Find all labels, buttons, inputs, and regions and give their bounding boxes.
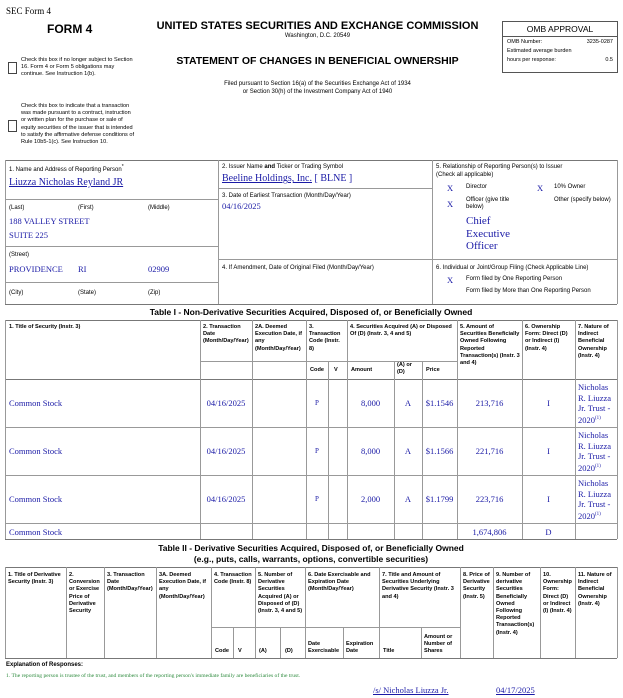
officer-mark[interactable]: X [447, 199, 454, 209]
no-longer-subject-checkbox[interactable] [8, 62, 17, 74]
t1-h2: 2. Transaction Date (Month/Day/Year) [203, 324, 249, 345]
filed-pursuant-1: Filed pursuant to Section 16(a) of the Securities Exchange Act of 1934 [224, 81, 411, 87]
amendment-label: 4. If Amendment, Date of Original Filed (Month/Day/Year) [222, 265, 374, 271]
t1-r3-date: 04/16/2025 [206, 494, 246, 504]
ten-pct-owner-label: 10% Owner [554, 184, 586, 190]
signature-date: 04/17/2025 [496, 685, 535, 695]
t1-r2-nature: Nicholas R. Liuzza Jr. Trust - 2020$^{(1)}$ [578, 430, 612, 473]
filing-label: 6. Individual or Joint/Group Filing (Check Applicable Line) [436, 265, 589, 271]
omb-hours: 0.5 [605, 57, 613, 63]
table1-title: Table I - Non-Derivative Securities Acquired, Disposed of, or Beneficially Owned [149, 307, 473, 317]
t1-r2-code: P [315, 447, 319, 455]
t2-h-d: (D) [285, 648, 293, 654]
issuer-ticker: [ BLNE ] [314, 173, 353, 184]
t1-r2-form: I [547, 446, 550, 456]
t1-r4-title: Common Stock [9, 527, 63, 537]
ten-pct-owner-mark[interactable]: X [537, 183, 544, 193]
middle-label: (Middle) [148, 205, 170, 211]
relationship-label: 5. Relationship of Reporting Person(s) to Issuer [436, 164, 563, 170]
t2-h-exercisable: Date Exercisable [308, 641, 340, 655]
t1-h7: 7. Nature of Indirect Beneficial Ownership (Instr. 4) [578, 324, 609, 359]
one-person-mark[interactable]: X [447, 275, 454, 285]
issuer-label: 2. Issuer Name and Ticker or Trading Symbol [222, 164, 344, 170]
first-label: (First) [78, 205, 94, 211]
more-persons-label: Form filed by More than One Reporting Person [466, 288, 591, 294]
street-label: (Street) [9, 252, 30, 258]
t2-h5: 5. Number of Derivative Securities Acquired (A) or Disposed of (D) (Instr. 3, 4 and 5) [258, 572, 303, 615]
t1-h-code: Code [310, 367, 324, 373]
t1-h-v: V [334, 367, 338, 373]
t1-r2-owned: 221,716 [475, 446, 504, 456]
t1-r4-owned: 1,674,806 [472, 527, 507, 537]
earliest-transaction-label: 3. Date of Earliest Transaction (Month/Day/Year) [222, 193, 351, 199]
t1-h2a: 2A. Deemed Execution Date, if any (Month/Day/Year) [255, 324, 302, 352]
reporting-person-name[interactable]: Liuzza Nicholas Reyland JR [9, 177, 124, 188]
t2-h9: 9. Number of derivative Securities Beneficially Owned Following Reported Transaction(s) (Instr. 4) [496, 572, 535, 636]
state-label: (State) [78, 290, 97, 296]
t1-r2-date: 04/16/2025 [206, 446, 246, 456]
t2-h6: 6. Date Exercisable and Expiration Date (Month/Day/Year) [308, 572, 371, 593]
t2-h10: 10. Ownership Form: Direct (D) or Indirect (I) (Instr. 4) [543, 572, 572, 615]
rule-10b5-checkbox[interactable] [8, 120, 17, 132]
t2-h-v: V [238, 648, 242, 654]
reporting-person-label: 1. Name and Address of Reporting Person* [9, 164, 124, 173]
omb-number-label: OMB Number: [507, 39, 543, 45]
officer-label: Officer (give title below) [466, 197, 510, 211]
t1-r1-date: 04/16/2025 [206, 398, 246, 408]
director-label: Director [466, 184, 488, 190]
other-label: Other (specify below) [554, 197, 611, 203]
t1-h5: 5. Amount of Securities Beneficially Owned Following Reported Transaction(s) (Instr. 3 and 4) [460, 324, 520, 367]
check-box-2-text: Check this box to indicate that a transaction was made pursuant to a contract, instruction or written plan for the purchase or sale of equity securities of the issuer that is intended to satisfy the affirmative defense conditions of Rule 10b5-1(c). See Instruction 10. [21, 103, 135, 146]
t2-h-code: Code [215, 648, 229, 654]
commission-city: Washington, D.C. 20549 [284, 33, 351, 39]
t2-h3: 3. Transaction Date (Month/Day/Year) [107, 572, 153, 593]
omb-title: OMB APPROVAL [503, 22, 617, 37]
omb-burden-label: Estimated average burden [507, 48, 572, 54]
t1-r3-title: Common Stock [9, 494, 63, 504]
t1-h4: 4. Securities Acquired (A) or Disposed Of (D) (Instr. 3, 4 and 5) [350, 324, 452, 338]
t1-h3: 3. Transaction Code (Instr. 8) [309, 324, 341, 352]
t1-r3-ad: A [404, 494, 412, 504]
t1-r3-code: P [315, 495, 319, 503]
check-box-1-text: Check this box if no longer subject to Section 16. Form 4 or Form 5 obligations may continue. See Instruction 1(b). [21, 57, 133, 78]
t2-h-expiration: Expiration Date [346, 641, 374, 655]
t1-h6: 6. Ownership Form: Direct (D) or Indirect (I) (Instr. 4) [525, 324, 568, 352]
t1-r1-price: $1.1546 [425, 398, 454, 408]
t1-r3-amount: 2,000 [360, 494, 381, 504]
filed-pursuant-2: or Section 30(h) of the Investment Company Act of 1940 [242, 89, 393, 95]
t1-r1-title: Common Stock [9, 398, 63, 408]
t1-h1: 1. Title of Security (Instr. 3) [9, 324, 81, 330]
relationship-sub: (Check all applicable) [436, 172, 494, 178]
t2-h-title: Title [383, 648, 395, 654]
t1-r1-amount: 8,000 [360, 398, 381, 408]
t2-h-shares: Amount or Number of Shares [424, 634, 453, 655]
city: PROVIDENCE [9, 264, 63, 274]
t1-r2-amount: 8,000 [360, 446, 381, 456]
doc-label: SEC Form 4 [6, 6, 52, 16]
t1-r3-nature: Nicholas R. Liuzza Jr. Trust - 2020$^{(1)}$ [578, 478, 612, 521]
signature-name: /s/ Nicholas Liuzza Jr. [373, 685, 449, 695]
officer-title: Chief Executive Officer [466, 215, 510, 252]
t1-r2-ad: A [404, 446, 412, 456]
t1-r2-title: Common Stock [9, 446, 63, 456]
omb-box [502, 21, 618, 73]
t2-h1: 1. Title of Derivative Security (Instr. 3) [8, 572, 61, 586]
t1-r1-nature: Nicholas R. Liuzza Jr. Trust - 2020$^{(1)}$ [578, 382, 612, 425]
t1-r3-price: $1.1799 [425, 494, 454, 504]
t1-r1-code: P [315, 399, 319, 407]
t1-r3-form: I [547, 494, 550, 504]
t1-r1-owned: 213,716 [475, 398, 504, 408]
t1-r2-price: $1.1566 [425, 446, 454, 456]
t1-h-amount: Amount [351, 367, 373, 373]
t2-h7: 7. Title and Amount of Securities Underlying Derivative Security (Instr. 3 and 4) [382, 572, 454, 600]
omb-number: 3235-0287 [586, 39, 613, 45]
t1-h-ad: (A) or (D) [397, 362, 412, 376]
explanation-heading: Explanation of Responses: [6, 662, 84, 668]
footnote-1: 1. The reporting person is trustee of the trust, and members of the reporting person's immediate family are beneficiaries of the trust. [6, 673, 301, 679]
table2-subtitle: (e.g., puts, calls, warrants, options, convertible securities) [193, 554, 429, 564]
t2-h-a: (A) [259, 648, 267, 654]
t1-r3-owned: 223,716 [475, 494, 504, 504]
director-mark[interactable]: X [447, 183, 454, 193]
t2-h4: 4. Transaction Code (Instr. 8) [214, 572, 252, 586]
t1-r1-form: I [547, 398, 550, 408]
last-label: (Last) [9, 205, 25, 211]
t1-h-price: Price [426, 367, 440, 373]
state: RI [78, 264, 87, 274]
t2-h11: 11. Nature of Indirect Beneficial Ownership (Instr. 4) [578, 572, 612, 607]
commission-title: UNITED STATES SECURITIES AND EXCHANGE COMMISSION [156, 20, 479, 32]
zip: 02909 [148, 264, 170, 274]
form-name: FORM 4 [47, 22, 93, 36]
t1-r4-form: D [545, 527, 552, 537]
city-label: (City) [9, 290, 24, 296]
one-person-label: Form filed by One Reporting Person [466, 276, 563, 282]
earliest-transaction-date: 04/16/2025 [222, 201, 261, 211]
t1-r1-ad: A [404, 398, 412, 408]
t2-h3a: 3A. Deemed Execution Date, if any (Month/Day/Year) [159, 572, 206, 600]
street-line-1: 188 VALLEY STREET [9, 216, 90, 226]
t2-h8: 8. Price of Derivative Security (Instr. 5) [463, 572, 490, 600]
street-line-2: SUITE 225 [9, 230, 48, 240]
table2-title: Table II - Derivative Securities Acquired, Disposed of, or Beneficially Owned [158, 543, 464, 553]
issuer-line [222, 173, 352, 184]
statement-title: STATEMENT OF CHANGES IN BENEFICIAL OWNERSHIP [176, 55, 459, 67]
omb-hours-label: hours per response: [507, 57, 556, 63]
issuer-name[interactable]: Beeline Holdings, Inc. [222, 173, 312, 184]
t2-h2: 2. Conversion or Exercise Price of Derivative Security [69, 572, 100, 615]
zip-label: (Zip) [148, 290, 161, 296]
